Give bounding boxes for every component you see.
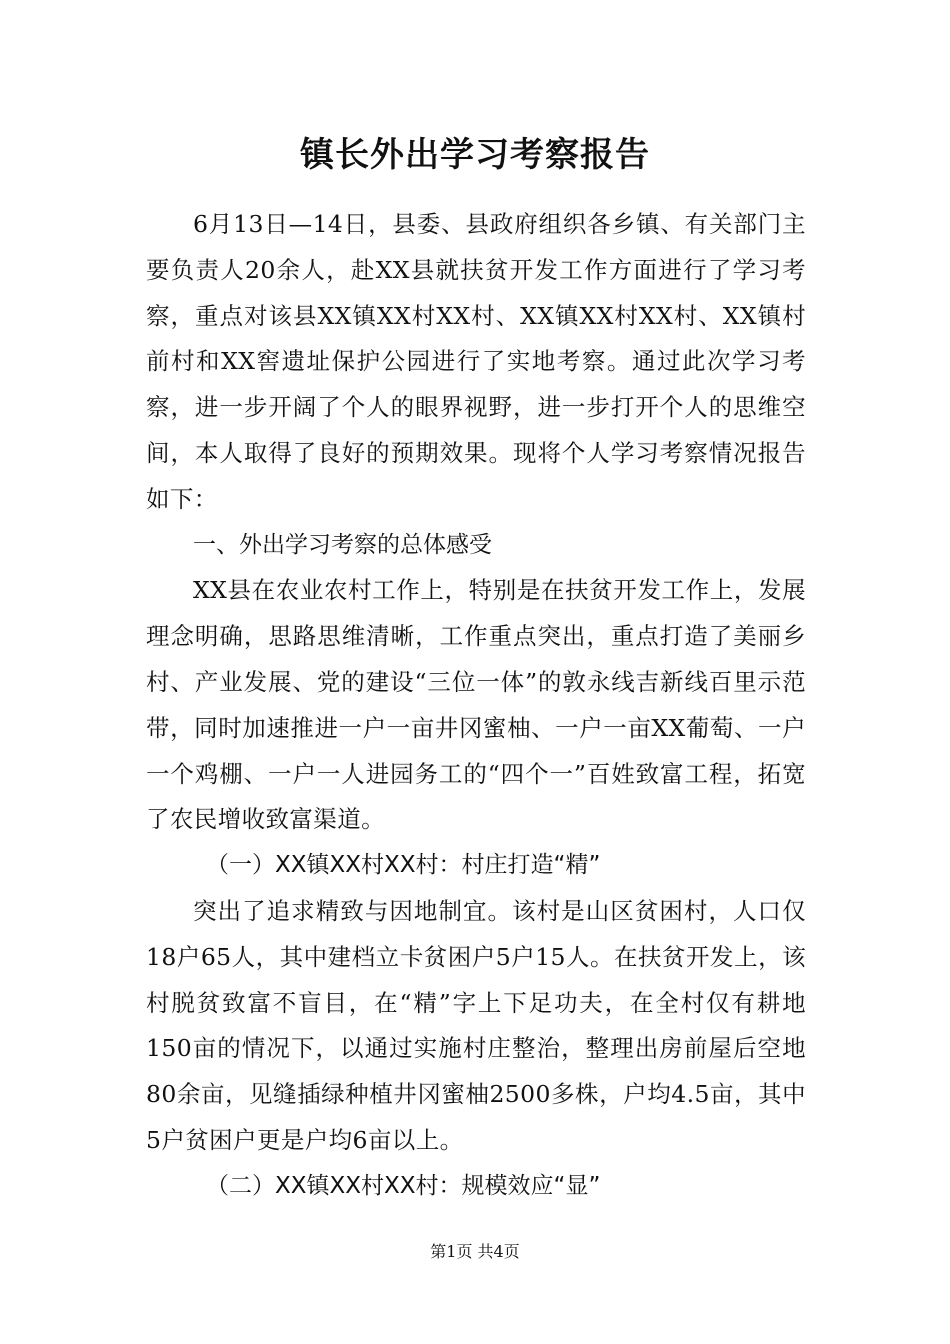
document-title: 镇长外出学习考察报告 (300, 135, 650, 175)
subsection-heading-2: （二）XX镇XX村XX村：规模效应“显” (206, 1172, 601, 1199)
subsection-heading-1: （一）XX镇XX村XX村：村庄打造“精” (206, 852, 601, 879)
section-heading-1: 一、外出学习考察的总体感受 (193, 531, 492, 558)
document-body (146, 202, 806, 1210)
intro-paragraph: 6月13日—14日，县委、县政府组织各乡镇、有关部门主要负责人20余人，赴XX县就扶贫开发工作方面进行了学习考察，重点对该县XX镇XX村XX村、XX镇XX村XX村、XX镇村前村和XX窖遗址保护公园进行了实地考察。通过此次学习考察，进一步开阔了个人的眼界视野，进一步打开个人的思维空间，本人取得了良好的预期效果。现将个人学习考察情况报告如下： (146, 210, 806, 513)
subsection-paragraph-1: 突出了追求精致与因地制宜。该村是山区贫困村，人口仅18户65人，其中建档立卡贫困户5户15人。在扶贫开发上，该村脱贫致富不盲目，在“精”字上下足功夫，在全村仅有耕地150亩的情况下，以通过实施村庄整治，整理出房前屋后空地80余亩，见缝插绿种植井冈蜜柚2500多株，户均4.5亩，其中5户贫困户更是户均6亩以上。 (146, 896, 806, 1154)
page-number: 第1页 共4页 (430, 1242, 520, 1261)
section-paragraph-1: XX县在农业农村工作上，特别是在扶贫开发工作上，发展理念明确，思路思维清晰，工作重点突出，重点打造了美丽乡村、产业发展、党的建设“三位一体”的敦永线吉新线百里示范带，同时加速推进一户一亩井冈蜜柚、一户一亩XX葡萄、一户一个鸡棚、一户一人进园务工的“四个一”百姓致富工程，拓宽了农民增收致富渠道。 (146, 576, 806, 834)
